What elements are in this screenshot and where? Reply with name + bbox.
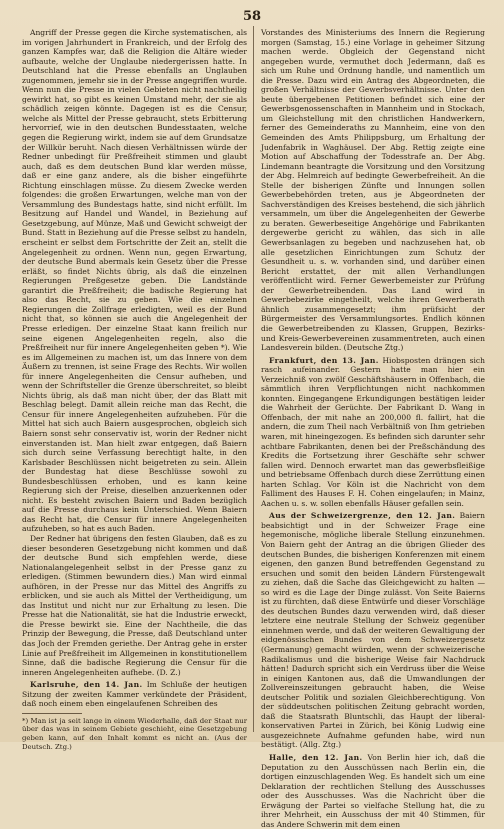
footnote-text: *) Man ist ja seit lange in einem Wiederhalle, daß der Staat nur über das was in seinem Gebiete geschieht, eine Gesetzgebung geben kann, auf den Inhalt kommt es nicht an. — [22, 716, 247, 743]
page-number: 58 — [242, 9, 262, 24]
article-text: Im Schluße der heutigen Sitzung der zweiten Kammer verkündete der Präsident, daß noch einem eben eingelaufenen Schreiben des — [22, 680, 248, 709]
schweiz-article — [261, 511, 485, 750]
dateline: Karlsruhe, den 14. Jan. — [30, 680, 143, 690]
frankfurt-article — [261, 356, 485, 509]
article-text: Von Berlin hier ich, daß die Deputation zu den Ausschüssen nach Berlin ein, die dortigen einzuschlagenden Weg. Es handelt sich um eine Deklaration der rechtlichen Stellung des Ausschusses oder des Ausschusses. Was die Nachricht über die Erwägung der Partei so vielfache Stellung hat, die zu ihrer Mehrheit, ein Ausschuss der mit 40 Stimmen, für das Andere Schwerin mit dem einen — [261, 753, 486, 829]
dateline: Halle, den 12. Jan. — [269, 753, 363, 763]
article-text: Baiern beabsichtigt und in der Schweizer Frage eine hegemonische, mögliche liberale Stellung einzunehmen. Von Baiern geht der Antrag an die übrigen Glieder des deutschen Bundes, die bisherigen Konferenzen mit einem eigenen, den ganzen Bund betreffenden Gegenstand zu ersuchen und somit den beiden Ländern Fürstengewalt zu ziehen, daß die Sache das Gleichgewicht zu halten — so wird es die Lage der Dinge zulässt. Von Seite Baierns ist zu fürchten, daß diese Entwürfe und dieser Vorschläge des deutschen Bundes dazu verwenden wird, daß dieser letztere eine neutrale Stellung der Schweiz gegenüber einnehmen werde, und daß der weiteren Gewaltigung der eidgenössischen Bundes von dem Schweizergesetz (Germanung) gemacht würden, wenn der schweizerische Radikalismus und die bisherige Weise fair Nachdruck hätten! Dadurch spricht sich ein Verdruss über die Weise in einigen Kantonen aus, daß die Umwandlungen der Zollvereinszeitungen gebraucht haben, die Weise deutscher Politik und sozialen Gleichberechtigung. Von der süddeutschen politischen Zeitung gebracht worden, daß die Staatsrath Bluntschli, das Haupt der liberal-konservativen Partei in Zürich, bei König Ludwig eine ausgezeichnete Aufnahme gefunden habe, wird nun bestätigt. (Allg. Ztg.) — [261, 511, 486, 750]
left-column — [22, 28, 247, 751]
dateline: Aus der Schweizergrenze, den 12. Jan. — [269, 511, 456, 521]
article-paragraph: Der Redner hat übrigens den festen Glauben, daß es zu dieser besonderen Gesetzgebung nicht kommen und daß der deutsche Bund sich empfehlen werde, diese Nationalangelegenheit selbst in der Presse ganz zu erledigen. (Stimmen bewundern dies.) Man wird einmal aufhören, in der Presse nur das Mittel des Angriffs zu erblicken, und sie auch als Mittel der Vertheidigung, um das Institut und nicht nur zur Erhaltung zu lesen. Die Presse hat die Nationalität, sie hat die Industrie erweckt, die Presse bewirkt sie. Eine der Nachtheile, die das Prinzip der Bewegung, die Presse, daß Deutschland unter das Joch der Fremden geriethe. Der Antrag gehe in erster Linie auf Preßfreiheit im Allgemeinen in konstitutionellem Sinne, daß die badische Regierung die Censur für die inneren Angelegenheiten aufhebe. (D. Z.) — [22, 533, 247, 677]
footnote-source: (Aus der Deutsch. Ztg.) — [22, 734, 247, 751]
footnote — [22, 717, 247, 751]
article-text: Hiobsposten drängen sich rasch aufeinander. Gestern hatte man hier ein Verzeichniß von zwölf Geschäftshäusern in Offenbach, die sämmtlich ihren Verpflichtungen nicht nachkommen konnten. Eingegangene Erkundigungen bestätigen leider die Wahrheit der Gerüchte. Der Fabrikant D. Wang in Offenbach, der mit nahe an 200,000 fl. fallirt, hat die andern, die zum Theil nach Verbältniß von Ihm getrieben waren, mit hineingezogen. Es befinden sich darunter sehr achtbare Fabrikanten, denen bei der Preßschändung des Kredits die Fortsetzung ihrer Geschäfte sehr schwer fallen wird. Dennoch erwartet man das gewerbsfleißige und betriebsame Offenbach durch diese Zerrüttung einen harten Schlag. Vor Köln ist die Nachricht von dem Falliment des Hauses F. H. Cohen eingelaufen; in Mainz, Aachen u. s. w. sollen ebenfalls Häuser gefallen sein. — [261, 355, 485, 508]
column-divider — [253, 26, 254, 732]
article-paragraph: Vorstandes des Ministeriums des Innern die Regierung morgen (Samstag, 15.) eine Vorlage in geheimer Sitzung machen werde. Obgleich der Gegenstand nicht angegeben wurde, vermuthet doch Jedermann, daß es sich um Ruhe und Ordnung handle, und namentlich um die Presse. Dazu wird ein Antrag des Abgeordneten, die großen Verhältnisse der Gewerbsverhältnisse. Unter den beute übergebenen Petitionen befindet sich eine der Gewerbsgenossenschaften in Mannheim und in Stockach, um Gleichstellung mit den christlichen Handwerkern, ferner des Gemeinderaths zu Mannheim, eine von den Gemeinden des Amts Philippsburg, um Erhaltung der Judenfabrik in Waghäusel. Der Abg. Rettig zeigte eine Motion auf Abschaffung der Todesstrafe an. Der Abg. Lindemann beantragte die Vorsitzung und den Vorsitzung der Abg. Helmreich auf bedingte Gewerbefreiheit. An die Stelle der bisherigen Zünfte und Innungen sollen Gewerbebehörden treten, aus je Abgeordneten der Sachverständigen des Kreises bestehend, die sich jährlich versammeln, um über die Angelegenheiten der Gewerbe zu beraten. Gewerbeseitige Angehörige und Fabrikanten dergewerbe gericht zu wählen, das sich in alle Gewerbsanlagen zu begeben und nachzusehen hat, ob alle gesetzlichen Einrichtungen zum Schutz der Gesundheit u. s. w. vorhanden sind, und darüber einen Bericht erstattet, der mit allen Verhandlungen veröffentlicht wird. Ferner Gewerbemeister zur Prüfung der Gewerbetreibenden. Das Land wird in Gewerbebezirke eingetheilt, welche ihren Gewerberath ähnlich zusammengesetzt; ihm prüfsicht der Bürgermeister des Versammlungsortes. Endlich können die Gewerbetreibenden zu Klassen, Gruppen, Bezirks- und Kreis-Gewerbevereinen zusammentreten, auch einen Landesverein bilden. (Deutsche Ztg.) — [261, 28, 485, 353]
halle-article — [261, 753, 485, 829]
article-paragraph: Angriff der Presse gegen die Kirche systematischen, als im vorigen Jahrhundert in Frankreich, und der Erfolg des ganzen Kampfes war, daß die Religion die Altäre wieder aufbaute, welche der Unglaube niedergerissen hatte. In Deutschland hat die Presse ebenfalls an Unglauben zugenommen, jemehr sie in der Presse angegriffen wurde. Wenn nun die Presse in vielen Gebieten nicht nachtheilig gewirkt hat, so gibt es keinen Umstand mehr, der sie als schädlich zeigen könnte. Dagegen ist es die Censur, welche als Mittel der Presse gebraucht, stets Erbitterung hervorrief, wie in den deutschen Bundesstaaten, welche gegen die Regierung wirkt, indem sie auf dem Grundsatze der Willkür beruht. Nach diesen Verhältnissen würde der Redner unbedingt für Preßfreiheit stimmen und glaubt auch, daß es dem deutschen Bund klar werden müsse, daß er eine ganz andere, als die bisher eingeführte Richtung einschlagen müsse. Zu diesem Zwecke werden folgendes: die großen Erwartungen, welche man von der Versammlung des Bundestags hatte, sind nicht erfüllt. Im Besitzung auf Handel und Wandel, in Beziehung auf Gesetzgebung, auf Münze, Maß und Gewicht schweigt der Bund. Statt in Beziehung auf die Presse selbst zu handeln, erscheint er selbst dem Fortschritte der Zeit an, stellt die Angelegenheit zu ordnen. Wenn nun, gegen Erwartung, der deutsche Bund abermals kein Gesetz über die Presse erläßt, so findet Nichts übrig, als daß die einzelnen Regierungen Preßgesetze geben. Die Landstände garantirt die Preßfreiheit; die badische Regierung hat also das Recht, sie zu geben. Wie die einzelnen Regierungen die Zollfrage erledigten, weil es der Bund nicht that, so können sie auch die Angelegenheit der Presse erledigen. Der einzelne Staat kann freilich nur seine eigenen Angelegenheiten regeln, also die Preßfreiheit nur für innere Angelegenheiten geben *). Wie es im Allgemeinen zu machen ist, um das Innere von dem Äußern zu trennen, ist seine Frage des Rechts. Wir wollen für innere Angelegenheiten die Censur aufheben, und wenn der Schriftsteller die Grenze überschreitet, so bleibt Nichts übrig, als daß man nicht über, der das Blatt mit Beschlag belegt. Damit allein reiche man das Recht, die Censur für innere Angelegenheiten aufzuheben. Für die Mittel hat sich auch Baiern ausgesprochen, obgleich sich Baiern sonst sehr conservativ ist, worin der Redner nicht einverstanden ist. Man hielt zwar entgegen, daß Baiern sich durch seine Verfassung berechtigt halte, in den Karlsbader Beschlüssen nicht beigetreten zu sein. Allein der Bundestag hat diese Beschlüsse sowohl zu Bundesbeschlüssen erhoben, und es kann keine Regierung sich der Preise, dieselben anzuerkennen oder nicht. Es besteht zwischen Baiern und Baden bezüglich auf die Presse durchaus kein Unterschied. Wenn Baiern das Recht hat, die Censur für innere Angelegenheiten aufzuheben, so hat es auch Baden. — [22, 28, 247, 534]
dateline: Frankfurt, den 13. Jan. — [269, 355, 379, 365]
right-column — [261, 28, 485, 829]
karlsruhe-article — [22, 680, 247, 709]
footnote-divider — [22, 713, 82, 714]
